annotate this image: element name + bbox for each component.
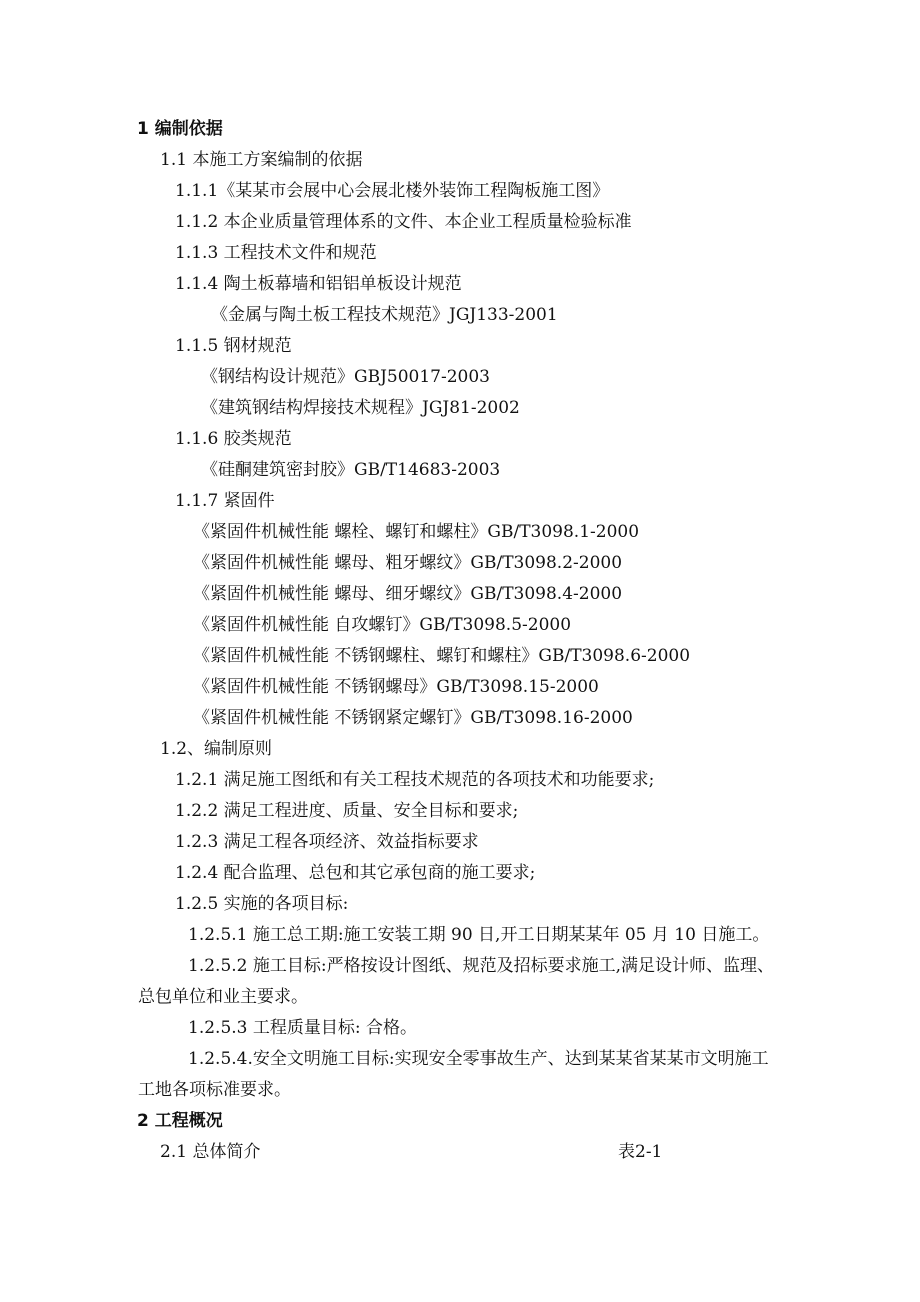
reference-item: 《钢结构设计规范》GBJ50017-2003: [201, 367, 490, 387]
table-label: 表2-1: [618, 1142, 663, 1162]
reference-item: 《建筑钢结构焊接技术规程》JGJ81-2002: [201, 398, 520, 418]
goal-1-2-5-1: 1.2.5.1 施工总工期:施工安装工期 90 日,开工日期某某年 05 月 10 日施工。: [188, 925, 770, 945]
goal-1-2-5-4-continued: 工地各项标准要求。: [138, 1080, 291, 1100]
reference-item: 《紧固件机械性能 螺母、细牙螺纹》GB/T3098.4-2000: [193, 584, 623, 604]
reference-item: 《紧固件机械性能 不锈钢螺母》GB/T3098.15-2000: [193, 677, 599, 697]
reference-item: 《紧固件机械性能 自攻螺钉》GB/T3098.5-2000: [193, 615, 572, 635]
principle-1-2-4: 1.2.4 配合监理、总包和其它承包商的施工要求;: [175, 863, 536, 883]
goal-1-2-5-4: 1.2.5.4.安全文明施工目标:实现安全零事故生产、达到某某省某某市文明施工: [188, 1049, 769, 1069]
reference-item: 《金属与陶土板工程技术规范》JGJ133-2001: [211, 305, 558, 325]
item-1-1-2: 1.1.2 本企业质量管理体系的文件、本企业工程质量检验标准: [175, 212, 632, 232]
goal-1-2-5-2: 1.2.5.2 施工目标:严格按设计图纸、规范及招标要求施工,满足设计师、监理、: [188, 956, 775, 976]
reference-item: 《硅酮建筑密封胶》GB/T14683-2003: [201, 460, 501, 480]
principle-1-2-3: 1.2.3 满足工程各项经济、效益指标要求: [175, 832, 479, 852]
goal-1-2-5-2-continued: 总包单位和业主要求。: [138, 987, 308, 1007]
reference-item: 《紧固件机械性能 不锈钢紧定螺钉》GB/T3098.16-2000: [193, 708, 633, 728]
item-1-1-7: 1.1.7 紧固件: [175, 491, 275, 511]
item-1-1-5: 1.1.5 钢材规范: [175, 336, 292, 356]
principle-1-2-5: 1.2.5 实施的各项目标:: [175, 894, 349, 914]
section-2-heading: 2 工程概况: [137, 1111, 223, 1131]
reference-item: 《紧固件机械性能 螺栓、螺钉和螺柱》GB/T3098.1-2000: [193, 522, 640, 542]
section-1-heading: 1 编制依据: [137, 119, 223, 139]
item-1-1-6: 1.1.6 胶类规范: [175, 429, 292, 449]
reference-item: 《紧固件机械性能 不锈钢螺柱、螺钉和螺柱》GB/T3098.6-2000: [193, 646, 691, 666]
item-1-1-1: 1.1.1《某某市会展中心会展北楼外装饰工程陶板施工图》: [175, 181, 610, 201]
reference-item: 《紧固件机械性能 螺母、粗牙螺纹》GB/T3098.2-2000: [193, 553, 623, 573]
goal-1-2-5-3: 1.2.5.3 工程质量目标: 合格。: [188, 1018, 418, 1038]
item-1-1-3: 1.1.3 工程技术文件和规范: [175, 243, 377, 263]
subsection-1-2-title: 1.2、编制原则: [160, 739, 273, 759]
subsection-2-1-title: 2.1 总体简介: [160, 1142, 261, 1162]
item-1-1-4: 1.1.4 陶土板幕墙和铝铝单板设计规范: [175, 274, 462, 294]
principle-1-2-1: 1.2.1 满足施工图纸和有关工程技术规范的各项技术和功能要求;: [175, 770, 655, 790]
principle-1-2-2: 1.2.2 满足工程进度、质量、安全目标和要求;: [175, 801, 519, 821]
subsection-1-1-title: 1.1 本施工方案编制的依据: [160, 150, 363, 170]
